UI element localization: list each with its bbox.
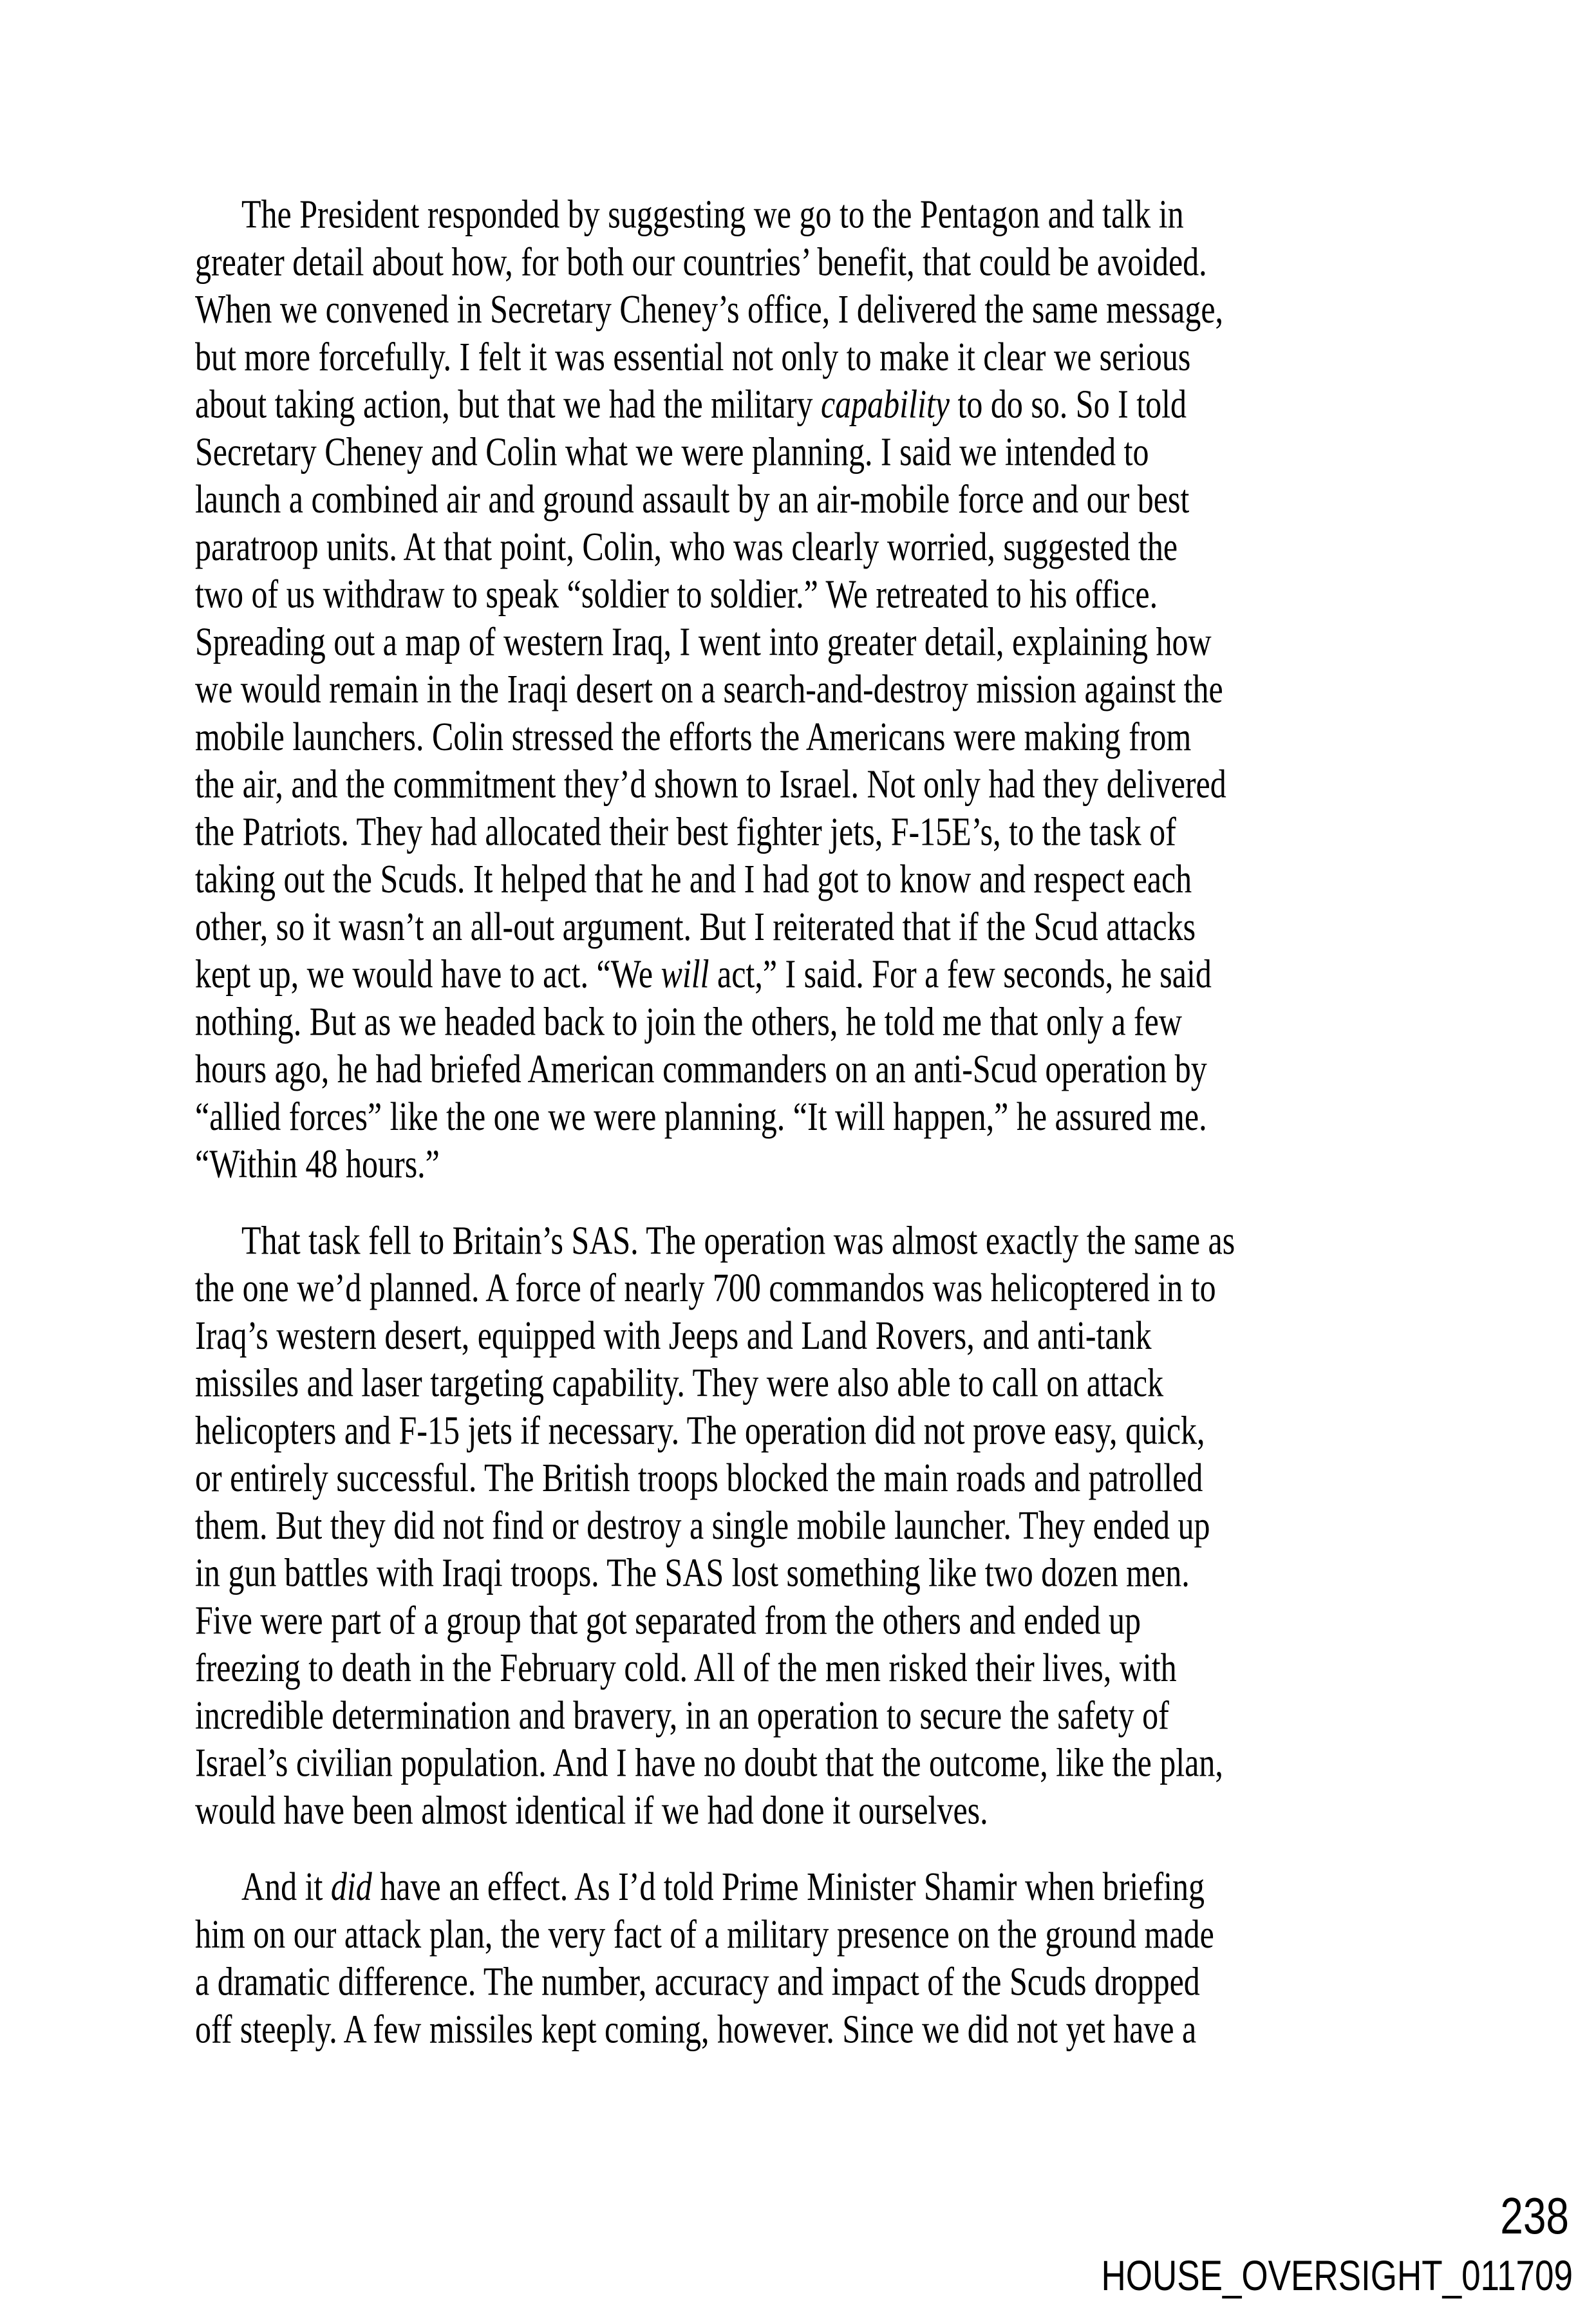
text-segment: Iraq’s western desert, equipped with Jeeps and Land Rovers, and anti-tank (195, 1312, 1152, 1358)
page-number: 238 (1500, 2186, 1569, 2245)
text-line (195, 1217, 1412, 1264)
text-line (195, 1863, 1412, 1911)
text-line (195, 1739, 1412, 1787)
text-segment: off steeply. A few missiles kept coming, however. Since we did not yet have a (195, 2006, 1197, 2051)
text-line (195, 1140, 1412, 1188)
text-line (195, 1093, 1412, 1140)
text-segment: the one we’d planned. A force of nearly 700 commandos was helicoptered in to (195, 1264, 1216, 1310)
text-line (195, 618, 1412, 666)
text-line (195, 1597, 1412, 1644)
text-segment: mobile launchers. Colin stressed the efforts the Americans were making from (195, 713, 1192, 759)
text-line (195, 856, 1412, 903)
text-line (195, 428, 1412, 476)
text-line (195, 808, 1412, 856)
text-line (195, 476, 1412, 523)
text-segment: nothing. But as we headed back to join the others, he told me that only a few (195, 999, 1182, 1044)
text-line (195, 286, 1412, 334)
text-segment: or entirely successful. The British troops blocked the main roads and patrolled (195, 1454, 1203, 1500)
text-line (195, 333, 1412, 381)
text-segment: Secretary Cheney and Colin what we were planning. I said we intended to (195, 429, 1149, 474)
text-segment: a dramatic difference. The number, accuracy and impact of the Scuds dropped (195, 1959, 1200, 2004)
text-line (195, 1501, 1412, 1549)
text-segment: in gun battles with Iraqi troops. The SAS lost something like two dozen men. (195, 1550, 1190, 1595)
text-line (195, 666, 1412, 713)
text-line (195, 1311, 1412, 1359)
text-segment: the air, and the commitment they’d shown to Israel. Not only had they delivered (195, 761, 1226, 807)
text-segment: the Patriots. They had allocated their best fighter jets, F-15E’s, to the task of (195, 809, 1176, 854)
text-line (195, 713, 1412, 760)
text-line (195, 903, 1412, 950)
text-line (195, 1644, 1412, 1692)
text-line (195, 1691, 1412, 1739)
text-segment: about taking action, but that we had the military (195, 381, 821, 427)
text-line (195, 2006, 1412, 2053)
italic-text: will (661, 951, 709, 997)
text-line (195, 381, 1412, 428)
text-segment: greater detail about how, for both our countries’ benefit, that could be avoided. (195, 239, 1207, 284)
text-line (195, 1046, 1412, 1093)
text-segment: Five were part of a group that got separated from the others and ended up (195, 1597, 1141, 1642)
text-segment: have an effect. As I’d told Prime Minister Shamir when briefing (371, 1863, 1205, 1909)
paragraph (195, 1217, 1412, 1834)
text-segment: missiles and laser targeting capability. They were also able to call on attack (195, 1360, 1164, 1405)
text-segment: Israel’s civilian population. And I have no doubt that the outcome, like the plan, (195, 1740, 1223, 1785)
text-segment: “Within 48 hours.” (195, 1141, 440, 1187)
text-line (195, 1787, 1412, 1834)
text-segment: paratroop units. At that point, Colin, who was clearly worried, suggested the (195, 523, 1178, 569)
text-segment: The President responded by suggesting we go to the Pentagon and talk in (241, 191, 1184, 237)
text-segment: freezing to death in the February cold. All of the men risked their lives, with (195, 1644, 1177, 1690)
text-line (195, 570, 1412, 618)
text-segment: Spreading out a map of western Iraq, I went into greater detail, explaining how (195, 619, 1212, 664)
text-segment: launch a combined air and ground assault by an air-mobile force and our best (195, 476, 1190, 522)
text-line (195, 1359, 1412, 1407)
text-segment: but more forcefully. I felt it was essential not only to make it clear we serious (195, 334, 1191, 379)
text-line (195, 1910, 1412, 1958)
text-segment: would have been almost identical if we had done it ourselves. (195, 1787, 988, 1832)
text-segment: “allied forces” like the one we were planning. “It will happen,” he assured me. (195, 1093, 1207, 1139)
text-segment: act,” I said. For a few seconds, he said (709, 951, 1212, 997)
text-line (195, 950, 1412, 998)
text-segment: And it (241, 1863, 331, 1909)
text-segment: hours ago, he had briefed American commanders on an anti-Scud operation by (195, 1046, 1207, 1091)
text-segment: taking out the Scuds. It helped that he and I had got to know and respect each (195, 856, 1192, 901)
text-segment: That task fell to Britain’s SAS. The operation was almost exactly the same as (241, 1217, 1235, 1263)
paragraph (195, 1863, 1412, 2053)
italic-text: did (330, 1863, 372, 1909)
text-line (195, 1454, 1412, 1502)
text-segment: them. But they did not find or destroy a single mobile launcher. They ended up (195, 1502, 1210, 1548)
text-line (195, 760, 1412, 808)
text-line (195, 1407, 1412, 1454)
text-line (195, 238, 1412, 286)
text-segment: helicopters and F-15 jets if necessary. The operation did not prove easy, quick, (195, 1407, 1205, 1452)
text-segment: When we convened in Secretary Cheney’s office, I delivered the same message, (195, 286, 1224, 332)
italic-text: capability (820, 381, 950, 427)
text-line (195, 1264, 1412, 1312)
text-line (195, 1958, 1412, 2006)
body-text (195, 191, 1412, 2053)
text-segment: him on our attack plan, the very fact of a military presence on the ground made (195, 1911, 1214, 1957)
text-line (195, 523, 1412, 570)
paragraph (195, 191, 1412, 1188)
text-segment: two of us withdraw to speak “soldier to soldier.” We retreated to his office. (195, 571, 1158, 617)
bates-stamp: HOUSE_OVERSIGHT_011709 (1101, 2252, 1573, 2300)
text-segment: incredible determination and bravery, in an operation to secure the safety of (195, 1692, 1169, 1738)
text-line (195, 1549, 1412, 1597)
text-segment: kept up, we would have to act. “We (195, 951, 661, 997)
text-line (195, 998, 1412, 1046)
text-segment: we would remain in the Iraqi desert on a search-and-destroy mission against the (195, 666, 1223, 711)
text-segment: other, so it wasn’t an all-out argument. But I reiterated that if the Scud attacks (195, 903, 1196, 949)
text-line (195, 191, 1412, 238)
text-segment: to do so. So I told (949, 381, 1187, 427)
